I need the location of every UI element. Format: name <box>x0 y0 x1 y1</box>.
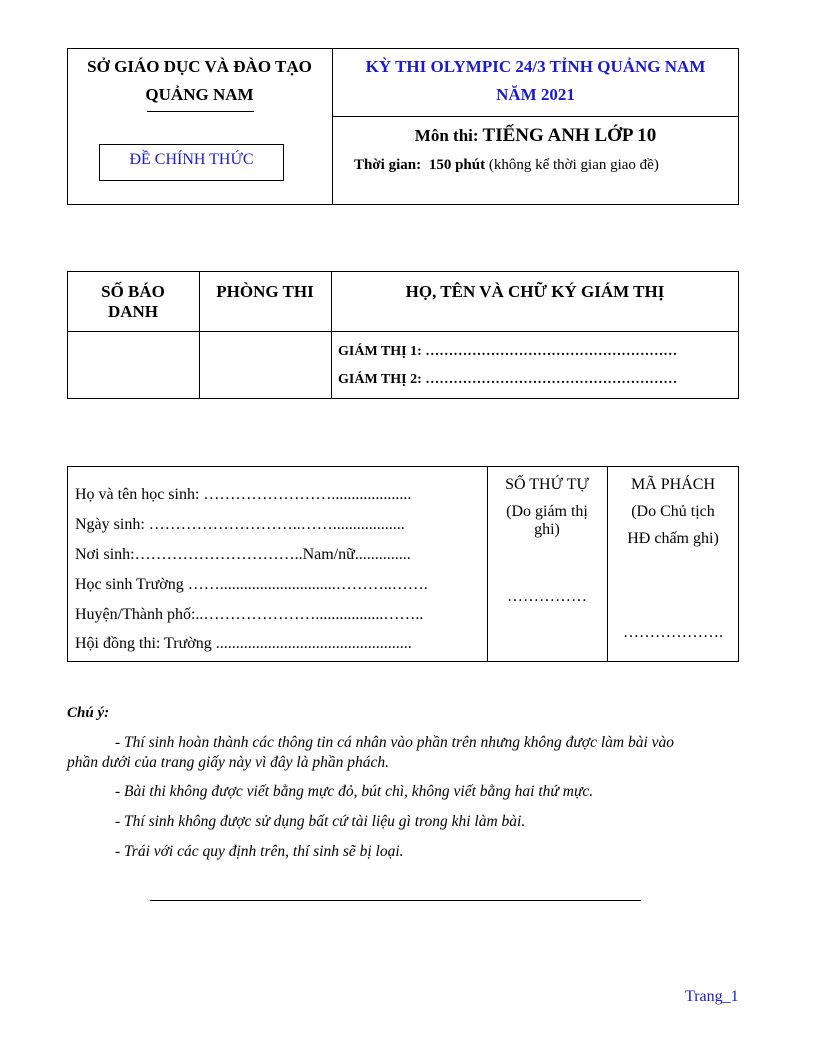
secret-code-cell <box>607 476 739 548</box>
notes-title: Chú ý: <box>67 705 110 721</box>
secret-code-dots: ………………. <box>623 624 723 641</box>
exam-council-field: Hội đồng thi: Trường ................................................. <box>75 635 412 652</box>
official-label: ĐỀ CHÍNH THỨC <box>129 151 254 168</box>
proctor-row-divider <box>67 331 739 332</box>
district-field: Huyện/Thành phố:..………………….................…….. <box>75 606 424 623</box>
school-field: Học sinh Trường …….............................………..……. <box>75 576 428 593</box>
note-item-2: - Bài thi không được viết bằng mực đỏ, bút chì, không viết bằng hai thứ mực. <box>115 783 594 800</box>
candidate-number-header <box>67 282 199 322</box>
birth-place-field: Nơi sinh:…………………………..Nam/nữ.............. <box>75 546 411 563</box>
department-name <box>67 57 332 105</box>
department-underline <box>147 111 254 112</box>
cut-line <box>150 900 641 901</box>
order-number-note-1: (Do giám thị <box>506 503 588 520</box>
candidate-number-line-2: DANH <box>107 302 159 321</box>
official-exam-stamp <box>99 144 284 181</box>
subject-value: TIẾNG ANH LỚP 10 <box>482 125 657 146</box>
time-note: (không kể thời gian giao đề) <box>488 157 659 173</box>
exam-title-line-1: KỲ THI OLYMPIC 24/3 TỈNH QUẢNG NAM <box>365 57 706 76</box>
time-label: Thời gian: <box>354 157 422 173</box>
time-value: 150 phút <box>428 157 486 173</box>
subject-label: Môn thi: <box>414 126 479 145</box>
exam-title-line-2: NĂM 2021 <box>496 85 575 104</box>
note-item-1-line-1: - Thí sinh hoàn thành các thông tin cá nhân vào phần trên nhưng không được làm bài vào <box>115 734 675 751</box>
note-item-4: - Trái với các quy định trên, thí sinh sẽ bị loại. <box>115 843 404 860</box>
candidate-number-line-1: SỐ BÁO <box>101 282 165 301</box>
proctor-2-line: GIÁM THỊ 2: ……………………………………………… <box>338 372 678 387</box>
order-number-cell <box>487 476 607 539</box>
proctor-1-line: GIÁM THỊ 1: ……………………………………………… <box>338 344 678 359</box>
order-number-title: SỐ THỨ TỰ <box>505 476 589 493</box>
department-line-2: QUẢNG NAM <box>145 85 254 104</box>
order-number-note-2: ghi) <box>534 521 560 538</box>
note-item-1-line-2: phần dưới của trang giấy này vì đây là phần phách. <box>67 754 389 771</box>
time-line <box>354 157 659 174</box>
note-item-3: - Thí sinh không được sử dụng bất cứ tài liệu gì trong khi làm bài. <box>115 813 526 830</box>
subject-line <box>332 125 739 147</box>
birth-date-field: Ngày sinh: ………………………..…….................. <box>75 516 405 533</box>
header-right-divider <box>332 116 739 117</box>
secret-code-note-2: HĐ chấm ghi) <box>627 530 719 547</box>
exam-room-header: PHÒNG THI <box>216 282 314 301</box>
page-number: Trang_1 <box>685 988 739 1005</box>
department-line-1: SỞ GIÁO DỤC VÀ ĐÀO TẠO <box>87 57 312 76</box>
order-number-dots: …………… <box>507 588 587 605</box>
proctor-signature-header: HỌ, TÊN VÀ CHỮ KÝ GIÁM THỊ <box>405 282 665 301</box>
exam-title <box>332 57 739 105</box>
student-name-field: Họ và tên học sinh: …………………….................... <box>75 486 412 503</box>
secret-code-note-1: (Do Chủ tịch <box>631 503 715 520</box>
secret-code-title: MÃ PHÁCH <box>630 476 715 493</box>
